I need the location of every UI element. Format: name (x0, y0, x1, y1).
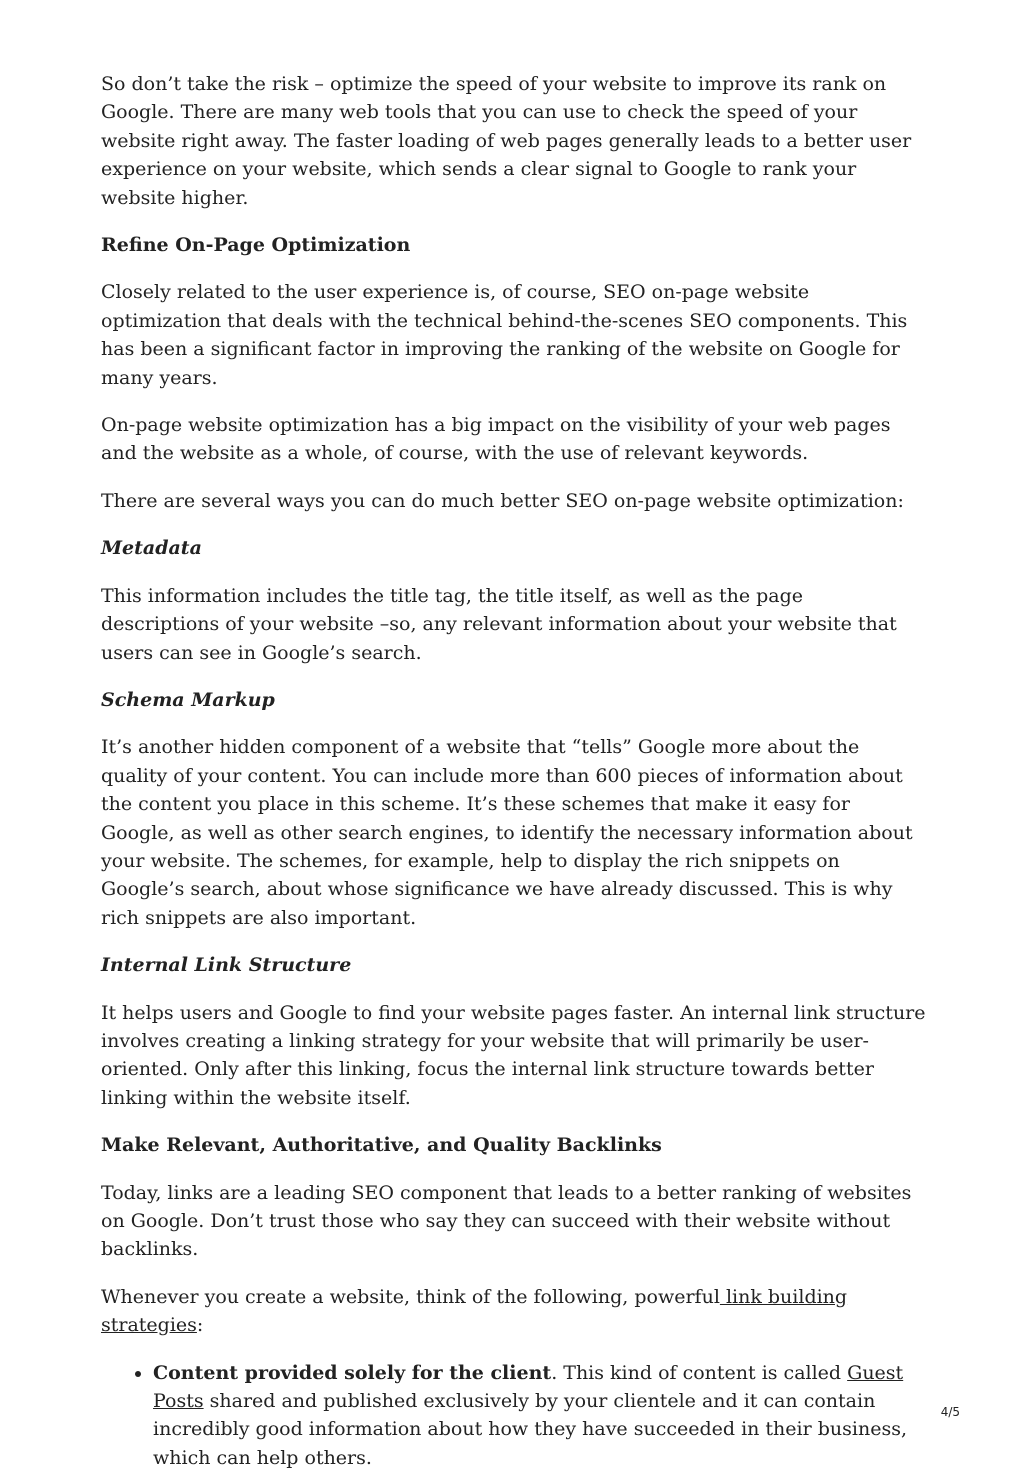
heading-refine-on-page: Refine On-Page Optimization (101, 234, 411, 257)
paragraph-backlinks-2 (101, 1283, 926, 1340)
guest-posts-link[interactable]: Guest Posts (153, 1361, 904, 1413)
list-item-text-before: . This kind of content is called (551, 1361, 848, 1384)
heading-internal-link-structure: Internal Link Structure (101, 954, 352, 977)
paragraph-speed-intro: So don’t take the risk – optimize the speed of your website to improve its rank on Google. There are many web tools that you can use to check the speed of your website right away. The faster loading of web pages generally leads to a better user experience on your website, which sends a clear signal to Google to rank your website higher. (101, 73, 912, 209)
article-body (101, 70, 926, 1472)
heading-metadata: Metadata (101, 537, 202, 560)
list-item-text-after: shared and published exclusively by your clientele and it can contain incredibly good information about how they have succeeded in their business, which can help others. (153, 1390, 907, 1469)
backlinks-text-before: Whenever you create a website, think of the following, powerful (101, 1285, 720, 1308)
link-building-strategies-link[interactable]: link building strategies (101, 1285, 848, 1337)
paragraph-internal-links: It helps users and Google to find your website pages faster. An internal link structure involves creating a linking strategy for your website that will primarily be user-oriented. Only after this linking, focus the internal link structure towards better linking within the website itself. (101, 1001, 926, 1109)
paragraph-backlinks-1: Today, links are a leading SEO component that leads to a better ranking of websites on Google. Don’t trust those who say they can succeed with their website without backlinks. (101, 1181, 912, 1261)
backlinks-text-after: : (196, 1314, 204, 1337)
list-item-bold-lead: Content provided solely for the client (153, 1361, 552, 1384)
page-number: 4/5 (940, 1405, 960, 1419)
paragraph-metadata: This information includes the title tag, the title itself, as well as the page descriptions of your website –so, any relevant information about your website that users can see in Google’s search. (101, 584, 897, 664)
paragraph-schema: It’s another hidden component of a website that “tells” Google more about the quality of your content. You can include more than 600 pieces of information about the content you place in this scheme. It’s these schemes that make it easy for Google, as well as other search engines, to identify the necessary information about your website. The schemes, for example, help to display the rich snippets on Google’s search, about whose significance we have already discussed. This is why rich snippets are also important. (101, 736, 913, 929)
backlink-strategies-list (101, 1359, 926, 1472)
list-item (153, 1359, 926, 1472)
heading-backlinks: Make Relevant, Authoritative, and Quality Backlinks (101, 1134, 662, 1157)
heading-schema-markup: Schema Markup (101, 688, 275, 711)
paragraph-onpage-3: There are several ways you can do much better SEO on-page website optimization: (101, 489, 904, 512)
paragraph-onpage-1: Closely related to the user experience is, of course, SEO on-page website optimization that deals with the technical behind-the-scenes SEO components. This has been a significant factor in improving the ranking of the website on Google for many years. (101, 281, 908, 389)
paragraph-onpage-2: On-page website optimization has a big impact on the visibility of your web pages and the website as a whole, of course, with the use of relevant keywords. (101, 414, 891, 465)
